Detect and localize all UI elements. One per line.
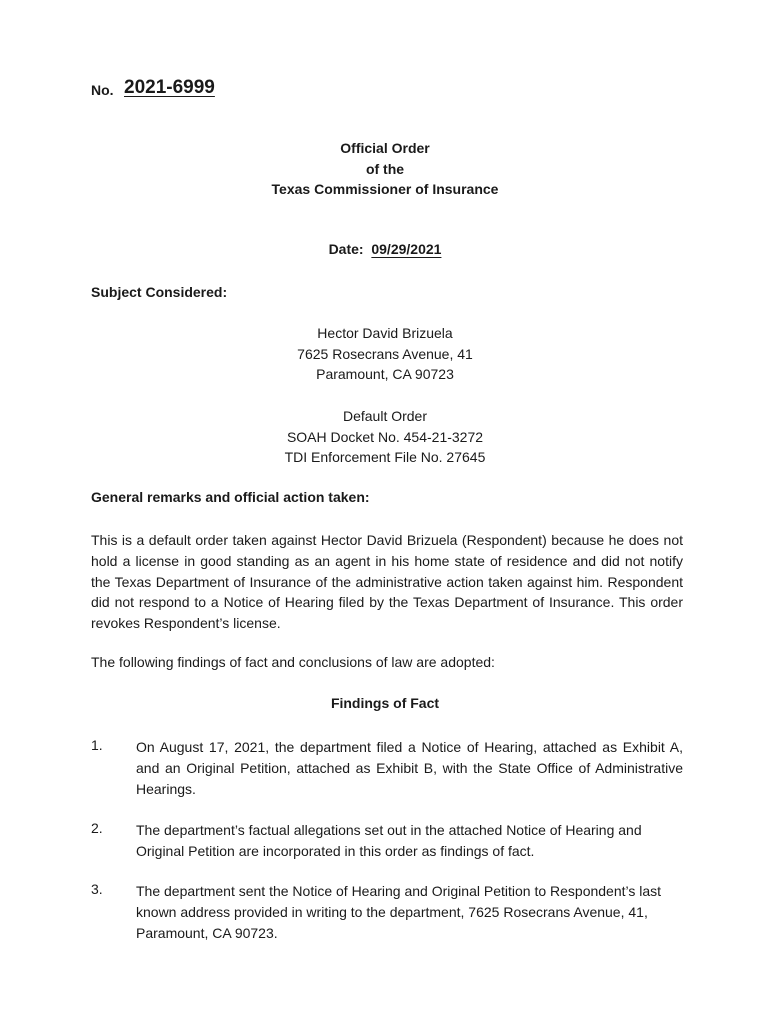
order-number-label: No. <box>91 82 114 98</box>
title-line-3: Texas Commissioner of Insurance <box>271 181 499 197</box>
title-line-1: Official Order <box>340 140 430 156</box>
finding-text: On August 17, 2021, the department filed a Notice of Hearing, attached as Exhibit A, and an Original Petition, attached as Exhibit B, with the State Office of Administrative Hearings. <box>136 739 683 797</box>
remarks-paragraph: This is a default order taken against Hector David Brizuela (Respondent) because he does not hold a license in good standing as an agent in his home state of residence and did not notify the Texas Department of Insurance of the administrative action taken against him. Respondent did not respond to a Notice of Hearing filed by the Texas Department of Insurance. This order revokes Respondent’s license. <box>91 532 683 632</box>
respondent-city: Paramount, CA 90723 <box>316 366 454 382</box>
findings-heading: Findings of Fact <box>330 695 440 711</box>
findings-intro: The following findings of fact and conclusions of law are adopted: <box>91 654 495 670</box>
order-title <box>0 138 770 200</box>
finding-text: The department’s factual allegations set out in the attached Notice of Hearing and Original Petition are incorporated in this order as findings of fact. <box>136 822 642 859</box>
date-label: Date: <box>328 241 364 257</box>
remarks-heading: General remarks and official action taken: <box>91 489 370 505</box>
respondent-street: 7625 Rosecrans Avenue, 41 <box>297 345 473 362</box>
order-type: Default Order <box>342 408 428 424</box>
finding-number: 2. <box>91 820 103 836</box>
finding-text: The department sent the Notice of Hearing and Original Petition to Respondent’s last known address provided in writing to the department, 7625 Rosecrans Avenue, 41, Paramount, CA 90723. <box>136 883 662 941</box>
soah-docket: SOAH Docket No. 454-21-3272 <box>286 428 484 445</box>
case-identifiers <box>0 406 770 468</box>
date-value: 09/29/2021 <box>371 241 442 257</box>
finding-number: 3. <box>91 881 103 897</box>
order-date <box>0 241 770 257</box>
subject-heading: Subject Considered: <box>91 284 228 300</box>
order-number-value: 2021-6999 <box>124 77 215 98</box>
respondent-name: Hector David Brizuela <box>317 325 453 341</box>
tdi-file: TDI Enforcement File No. 27645 <box>284 449 486 465</box>
title-line-2: of the <box>365 160 405 177</box>
respondent-address <box>0 323 770 385</box>
finding-number: 1. <box>91 737 103 753</box>
